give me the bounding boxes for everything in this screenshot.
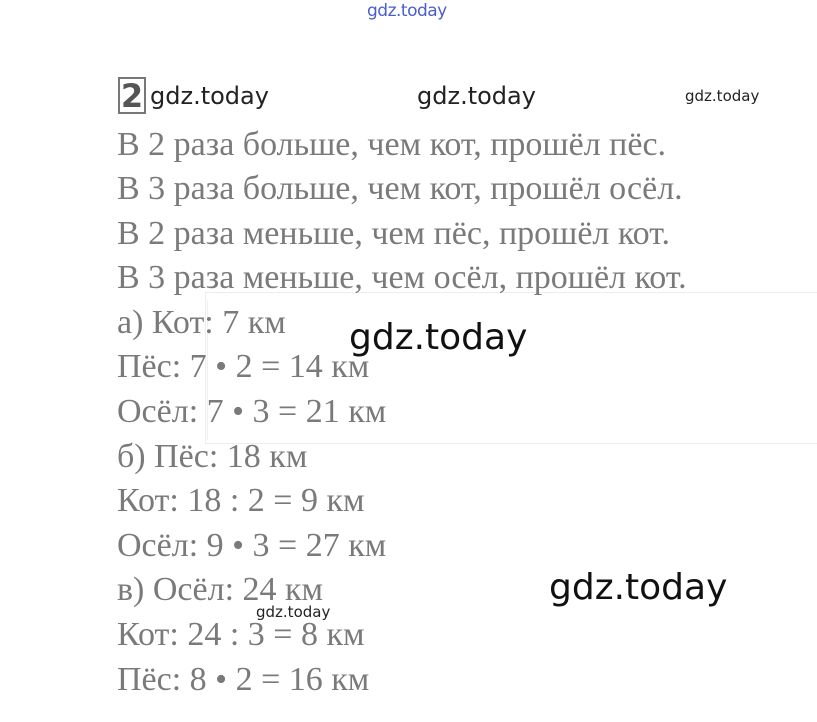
part-b-heading: б) Пёс: 18 км <box>117 438 308 475</box>
part-a-heading: а) Кот: 7 км <box>117 304 286 341</box>
watermark-lower-large: gdz.today <box>549 567 728 608</box>
part-b-line-cat: Кот: 18 : 2 = 9 км <box>117 482 365 519</box>
part-a-line-dog: Пёс: 7 • 2 = 14 км <box>117 348 370 385</box>
part-b-line-donkey: Осёл: 9 • 3 = 27 км <box>117 527 387 564</box>
condition-line-3: В 2 раза меньше, чем пёс, прошёл кот. <box>117 215 671 252</box>
watermark-lower-small: gdz.today <box>256 603 331 621</box>
watermark-mid-large: gdz.today <box>349 317 528 358</box>
part-c-heading: в) Осёл: 24 км <box>117 571 324 608</box>
watermark-top[interactable]: gdz.today <box>367 1 447 21</box>
watermark-header-left: gdz.today <box>150 82 269 110</box>
part-c-line-cat: Кот: 24 : 3 = 8 км <box>117 616 365 653</box>
part-a-line-donkey: Осёл: 7 • 3 = 21 км <box>117 393 387 430</box>
condition-line-1: В 2 раза больше, чем кот, прошёл пёс. <box>117 126 667 163</box>
condition-line-2: В 3 раза больше, чем кот, прошёл осёл. <box>117 170 683 207</box>
watermark-header-right: gdz.today <box>685 87 760 105</box>
condition-line-4: В 3 раза меньше, чем осёл, прошёл кот. <box>117 259 687 296</box>
part-c-line-dog: Пёс: 8 • 2 = 16 км <box>117 661 370 698</box>
watermark-header-center: gdz.today <box>417 82 536 110</box>
task-number-badge: 2 <box>118 77 146 114</box>
